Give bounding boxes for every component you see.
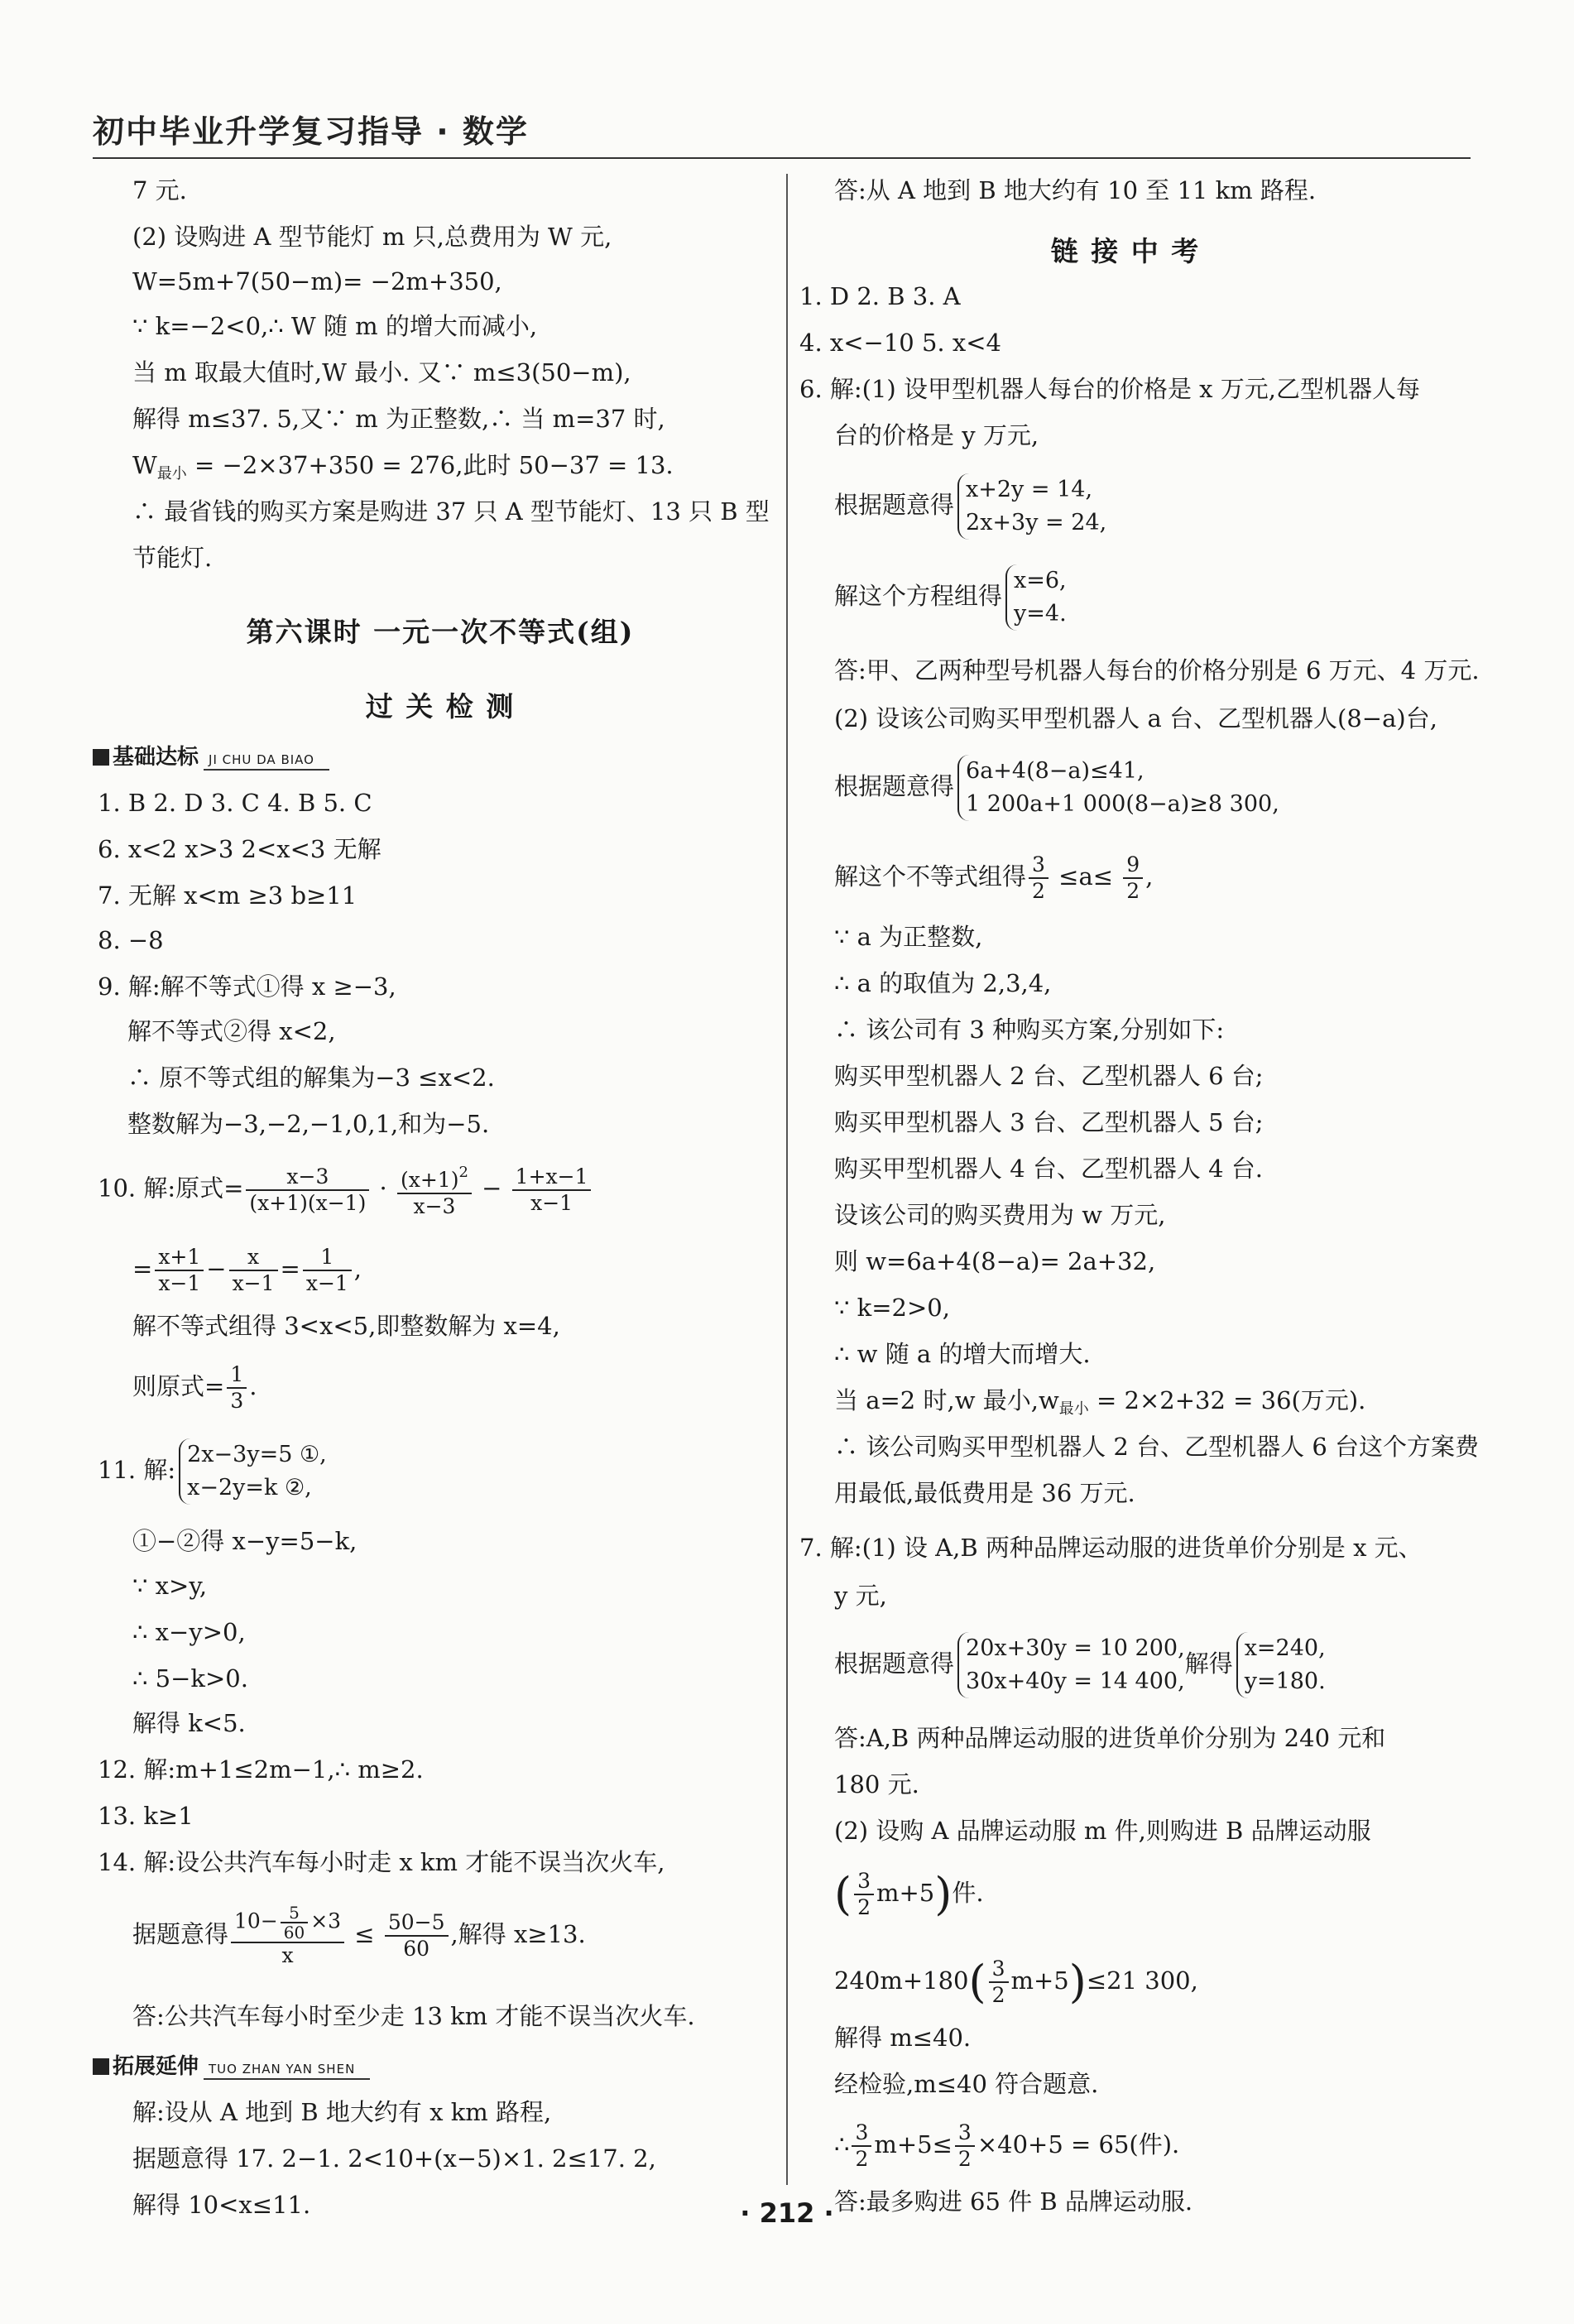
numerator: 1 <box>227 1362 247 1389</box>
answer-line: 1. B 2. D 3. C 4. B 5. C <box>98 789 372 817</box>
subsection-heading <box>93 740 329 771</box>
fraction <box>303 1245 352 1296</box>
subscript: 最小 <box>156 465 187 483</box>
answer-line <box>834 473 1106 540</box>
text-fragment: m+5≤ <box>874 2130 953 2158</box>
lesson-title: 第六课时 一元一次不等式(组) <box>246 616 635 648</box>
numerator: 1+x−1 <box>512 1164 592 1191</box>
answer-line: 答:公共汽车每小时至少走 13 km 才能不误当次火车. <box>132 2002 695 2030</box>
answer-line: 购买甲型机器人 3 台、乙型机器人 5 台; <box>834 1108 1264 1136</box>
answer-line: 1. D 2. B 3. A <box>799 282 961 310</box>
text-fragment: , <box>353 1255 362 1283</box>
answer-line <box>834 755 1279 821</box>
equation-system <box>1236 1632 1326 1698</box>
numerator: 9 <box>1123 852 1143 879</box>
text-fragment: = −2×37+350 = 276,此时 50−37 = 13. <box>186 451 674 479</box>
numerator: 3 <box>955 2120 975 2147</box>
fraction <box>385 1910 449 1961</box>
text-fragment: ×40+5 = 65(件). <box>977 2130 1180 2158</box>
answer-line: ∴ 该公司有 3 种购买方案,分别如下: <box>834 1016 1225 1044</box>
denominator: (x+1)(x−1) <box>249 1190 367 1215</box>
answer-line <box>834 852 1153 904</box>
equation: x+2y = 14, <box>966 477 1093 502</box>
numerator <box>397 1160 472 1194</box>
answer-line: ∴ w 随 a 的增大而增大. <box>834 1340 1091 1368</box>
answer-line: 解得 k<5. <box>132 1709 246 1737</box>
section-title: 链 接 中 考 <box>1050 235 1201 267</box>
denominator: x−1 <box>530 1190 573 1215</box>
text-line: 当 m 取最大值时,W 最小. 又∵ m≤3(50−m), <box>132 358 631 387</box>
denominator: 2 <box>957 2147 972 2171</box>
answer-line: 4. x<−10 5. x<4 <box>799 329 1001 357</box>
text-fragment: = <box>132 1255 153 1283</box>
answer-line: 8. −8 <box>98 926 164 954</box>
denominator: 2 <box>855 2147 869 2171</box>
answer-line: 购买甲型机器人 2 台、乙型机器人 6 台; <box>834 1062 1264 1090</box>
text-fragment: W <box>132 451 157 479</box>
answer-line: 6. x<2 x>3 2<x<3 无解 <box>98 835 382 863</box>
answer-line: ∵ k=2>0, <box>834 1294 950 1322</box>
denominator: x <box>281 1943 294 1967</box>
right-paren: ) <box>1068 1956 1087 2008</box>
text-fragment: ∴ <box>834 2130 850 2158</box>
answer-line: 则 w=6a+4(8−a)= 2a+32, <box>834 1247 1156 1275</box>
text-fragment: = <box>280 1255 300 1283</box>
equation: 30x+40y = 14 400, <box>966 1669 1185 1694</box>
numerator: x+1 <box>155 1245 204 1271</box>
answer-line: 据题意得 17. 2−1. 2<10+(x−5)×1. 2≤17. 2, <box>132 2144 656 2173</box>
answer-line: 解得 10<x≤11. <box>132 2191 311 2219</box>
numerator: x−3 <box>246 1164 369 1191</box>
answer-line <box>132 1362 257 1414</box>
text-fragment: 件. <box>952 1879 984 1907</box>
fraction <box>397 1160 472 1219</box>
answer-line: 解得 m≤40. <box>834 2024 972 2052</box>
text-fragment: ≤21 300, <box>1086 1966 1198 1995</box>
text-fragment: 11. 解: <box>98 1456 176 1484</box>
answer-line: ①−②得 x−y=5−k, <box>132 1527 358 1555</box>
denominator: 2 <box>857 1895 871 1919</box>
text-fragment: − <box>473 1174 510 1203</box>
fraction <box>229 1245 278 1296</box>
subsection-heading <box>93 2049 370 2080</box>
equation: x−2y=k ②, <box>187 1475 312 1501</box>
numerator-text: ×3 <box>310 1909 342 1933</box>
answer-line: ∴ 原不等式组的解集为−3 ≤x<2. <box>127 1064 495 1092</box>
answer-line <box>834 1869 984 1920</box>
answer-line <box>132 1245 362 1296</box>
text-line: 7 元. <box>132 176 187 204</box>
numerator-text: (x+1) <box>401 1168 459 1192</box>
subsection-pinyin: JI CHU DA BIAO <box>204 752 329 771</box>
fraction <box>246 1164 369 1216</box>
text-fragment: ≤ <box>347 1920 382 1948</box>
page-number: · 212 · <box>740 2197 834 2229</box>
text-fragment: 根据题意得 <box>834 491 955 519</box>
text-line: 答:从 A 地到 B 地大约有 10 至 11 km 路程. <box>834 176 1317 204</box>
fraction <box>989 1957 1009 2008</box>
answer-line <box>132 1904 586 1968</box>
text-fragment: m+5 <box>1010 1966 1069 1995</box>
inequality: 1 200a+1 000(8−a)≥8 300, <box>966 791 1279 817</box>
answer-line <box>98 1160 593 1219</box>
answer-line: 用最低,最低费用是 36 万元. <box>834 1479 1135 1507</box>
answer-line <box>834 564 1067 631</box>
numerator: x <box>229 1245 278 1271</box>
answer-line: 6. 解:(1) 设甲型机器人每台的价格是 x 万元,乙型机器人每 <box>799 375 1420 403</box>
text-fragment: 据题意得 <box>132 1920 229 1948</box>
text-line: 节能灯. <box>132 544 213 572</box>
numerator: 3 <box>854 1869 874 1895</box>
denominator: 3 <box>230 1389 244 1413</box>
fraction <box>231 1904 344 1968</box>
denominator: x−1 <box>305 1271 348 1295</box>
answer-line: ∵ a 为正整数, <box>834 923 983 951</box>
text-fragment: 解得 <box>1184 1649 1233 1678</box>
answer-line <box>834 1957 1198 2008</box>
denominator: x−3 <box>413 1194 456 1218</box>
arrow-box-icon <box>93 2058 109 2075</box>
text-fragment: 当 a=2 时,w 最小,w <box>834 1386 1059 1414</box>
fraction <box>512 1164 592 1216</box>
answer-line: 经检验,m≤40 符合题意. <box>834 2070 1099 2098</box>
answer-line: 解不等式组得 3<x<5,即整数解为 x=4, <box>132 1312 560 1340</box>
answer-line: 9. 解:解不等式①得 x ≥−3, <box>98 972 396 1001</box>
text-fragment: − <box>206 1255 227 1283</box>
denominator: 2 <box>1032 879 1045 903</box>
equation-system <box>1005 564 1067 631</box>
text-fragment: . <box>249 1372 257 1400</box>
answer-line: ∵ x>y, <box>132 1572 208 1600</box>
text-fragment: 解这个方程组得 <box>834 582 1003 610</box>
equation-system <box>957 1632 1185 1698</box>
equation: x=240, <box>1244 1635 1326 1661</box>
answer-line: ∴ a 的取值为 2,3,4, <box>834 969 1052 997</box>
text-fragment: 240m+180 <box>834 1966 969 1995</box>
text-fragment: 10. 解:原式= <box>98 1174 244 1203</box>
text-fragment: 根据题意得 <box>834 772 955 800</box>
answer-line: 整数解为−3,−2,−1,0,1,和为−5. <box>127 1110 490 1138</box>
answer-line: 14. 解:设公共汽车每小时走 x km 才能不误当次火车, <box>98 1848 665 1876</box>
numerator-text: 10− <box>234 1909 278 1933</box>
answer-line: ∴ 该公司购买甲型机器人 2 台、乙型机器人 6 台这个方案费 <box>834 1433 1479 1461</box>
text-line: 解得 m≤37. 5,又∵ m 为正整数,∴ 当 m=37 时, <box>132 405 665 433</box>
text-fragment: 则原式= <box>132 1372 225 1400</box>
column-divider <box>786 174 788 2185</box>
answer-line: 12. 解:m+1≤2m−1,∴ m≥2. <box>98 1755 424 1784</box>
answer-line <box>834 2120 1179 2172</box>
answer-line: ∴ 5−k>0. <box>132 1664 248 1693</box>
text-line: ∵ k=−2<0,∴ W 随 m 的增大而减小, <box>132 312 538 340</box>
fraction <box>227 1362 247 1414</box>
answer-line: 13. k≥1 <box>98 1802 194 1830</box>
answer-line: (2) 设该公司购买甲型机器人 a 台、乙型机器人(8−a)台, <box>834 704 1437 732</box>
text-fragment: 解这个不等式组得 <box>834 862 1027 891</box>
text-line <box>132 450 674 489</box>
denominator: 60 <box>283 1923 305 1942</box>
subsection-label: 拓展延伸 <box>113 2054 199 2079</box>
header-rule <box>93 157 1471 159</box>
answer-line <box>834 1385 1365 1424</box>
denominator: 2 <box>991 1983 1005 2007</box>
text-fragment: m+5 <box>876 1879 935 1907</box>
answer-line: 设该公司的购买费用为 w 万元, <box>834 1201 1166 1229</box>
text-fragment: 根据题意得 <box>834 1649 955 1678</box>
numerator: 3 <box>1029 852 1049 879</box>
numerator: 3 <box>989 1957 1009 1983</box>
denominator: x−1 <box>232 1271 275 1295</box>
left-paren: ( <box>834 1868 852 1920</box>
fraction <box>854 1869 874 1920</box>
text-fragment: , <box>1145 862 1154 891</box>
subsection-label: 基础达标 <box>113 745 199 770</box>
equation: x=6, <box>1014 568 1067 593</box>
arrow-box-icon <box>93 749 109 766</box>
answer-line: (2) 设购 A 品牌运动服 m 件,则购进 B 品牌运动服 <box>834 1817 1371 1845</box>
section-title: 过 关 检 测 <box>365 690 516 723</box>
page-header-title: 初中毕业升学复习指导 · 数学 <box>93 113 529 150</box>
answer-line: ∴ x−y>0, <box>132 1618 246 1646</box>
answer-line: 答:A,B 两种品牌运动服的进货单价分别为 240 元和 <box>834 1724 1386 1752</box>
fraction <box>955 2120 975 2172</box>
numerator: 3 <box>852 2120 871 2147</box>
equation-system <box>179 1438 327 1505</box>
text-fragment: = 2×2+32 = 36(万元). <box>1088 1386 1366 1414</box>
answer-line: 7. 无解 x<m ≥3 b≥11 <box>98 881 358 910</box>
answer-line: 台的价格是 y 万元, <box>834 421 1039 449</box>
fraction <box>1123 852 1143 904</box>
answer-line: y 元, <box>834 1582 887 1610</box>
answer-line <box>98 1438 327 1505</box>
denominator: 60 <box>403 1937 430 1961</box>
fraction <box>281 1904 308 1942</box>
answer-line: 解:设从 A 地到 B 地大约有 x km 路程, <box>132 2098 552 2126</box>
text-line: (2) 设购进 A 型节能灯 m 只,总费用为 W 元, <box>132 223 612 251</box>
text-fragment: · <box>372 1174 395 1203</box>
equation: y=180. <box>1244 1669 1326 1694</box>
numerator: 1 <box>303 1245 352 1271</box>
answer-line: 购买甲型机器人 4 台、乙型机器人 4 台. <box>834 1155 1263 1183</box>
numerator: 50−5 <box>385 1910 449 1937</box>
equation: 2x+3y = 24, <box>966 510 1107 535</box>
equation: 20x+30y = 10 200, <box>966 1635 1185 1661</box>
numerator <box>231 1904 344 1943</box>
numerator: 5 <box>281 1904 308 1923</box>
answer-line <box>834 1632 1326 1698</box>
answer-line: 答:最多购进 65 件 B 品牌运动服. <box>834 2187 1193 2216</box>
denominator: x−1 <box>158 1271 201 1295</box>
fraction <box>1029 852 1049 904</box>
answer-line: 解不等式②得 x<2, <box>127 1017 336 1045</box>
text-line: ∴ 最省钱的购买方案是购进 37 只 A 型节能灯、13 只 B 型 <box>132 497 770 526</box>
answer-line: 7. 解:(1) 设 A,B 两种品牌运动服的进货单价分别是 x 元、 <box>799 1534 1423 1562</box>
right-paren: ) <box>934 1868 953 1920</box>
equation-system <box>957 473 1106 540</box>
equation: y=4. <box>1014 601 1067 627</box>
denominator: 2 <box>1126 879 1140 903</box>
inequality-system <box>957 755 1279 821</box>
text-fragment: ≤a≤ <box>1050 862 1121 891</box>
equation: 2x−3y=5 ①, <box>187 1442 327 1467</box>
subscript: 最小 <box>1058 1400 1089 1418</box>
text-fragment: ,解得 x≥13. <box>450 1920 586 1948</box>
inequality: 6a+4(8−a)≤41, <box>966 758 1145 784</box>
superscript: 2 <box>458 1164 468 1181</box>
text-line: W=5m+7(50−m)= −2m+350, <box>132 267 502 295</box>
fraction <box>155 1245 204 1296</box>
answer-line: 答:甲、乙两种型号机器人每台的价格分别是 6 万元、4 万元. <box>834 656 1480 684</box>
subsection-pinyin: TUO ZHAN YAN SHEN <box>204 2062 370 2080</box>
fraction <box>852 2120 871 2172</box>
left-paren: ( <box>968 1956 986 2008</box>
answer-line: 180 元. <box>834 1770 919 1798</box>
